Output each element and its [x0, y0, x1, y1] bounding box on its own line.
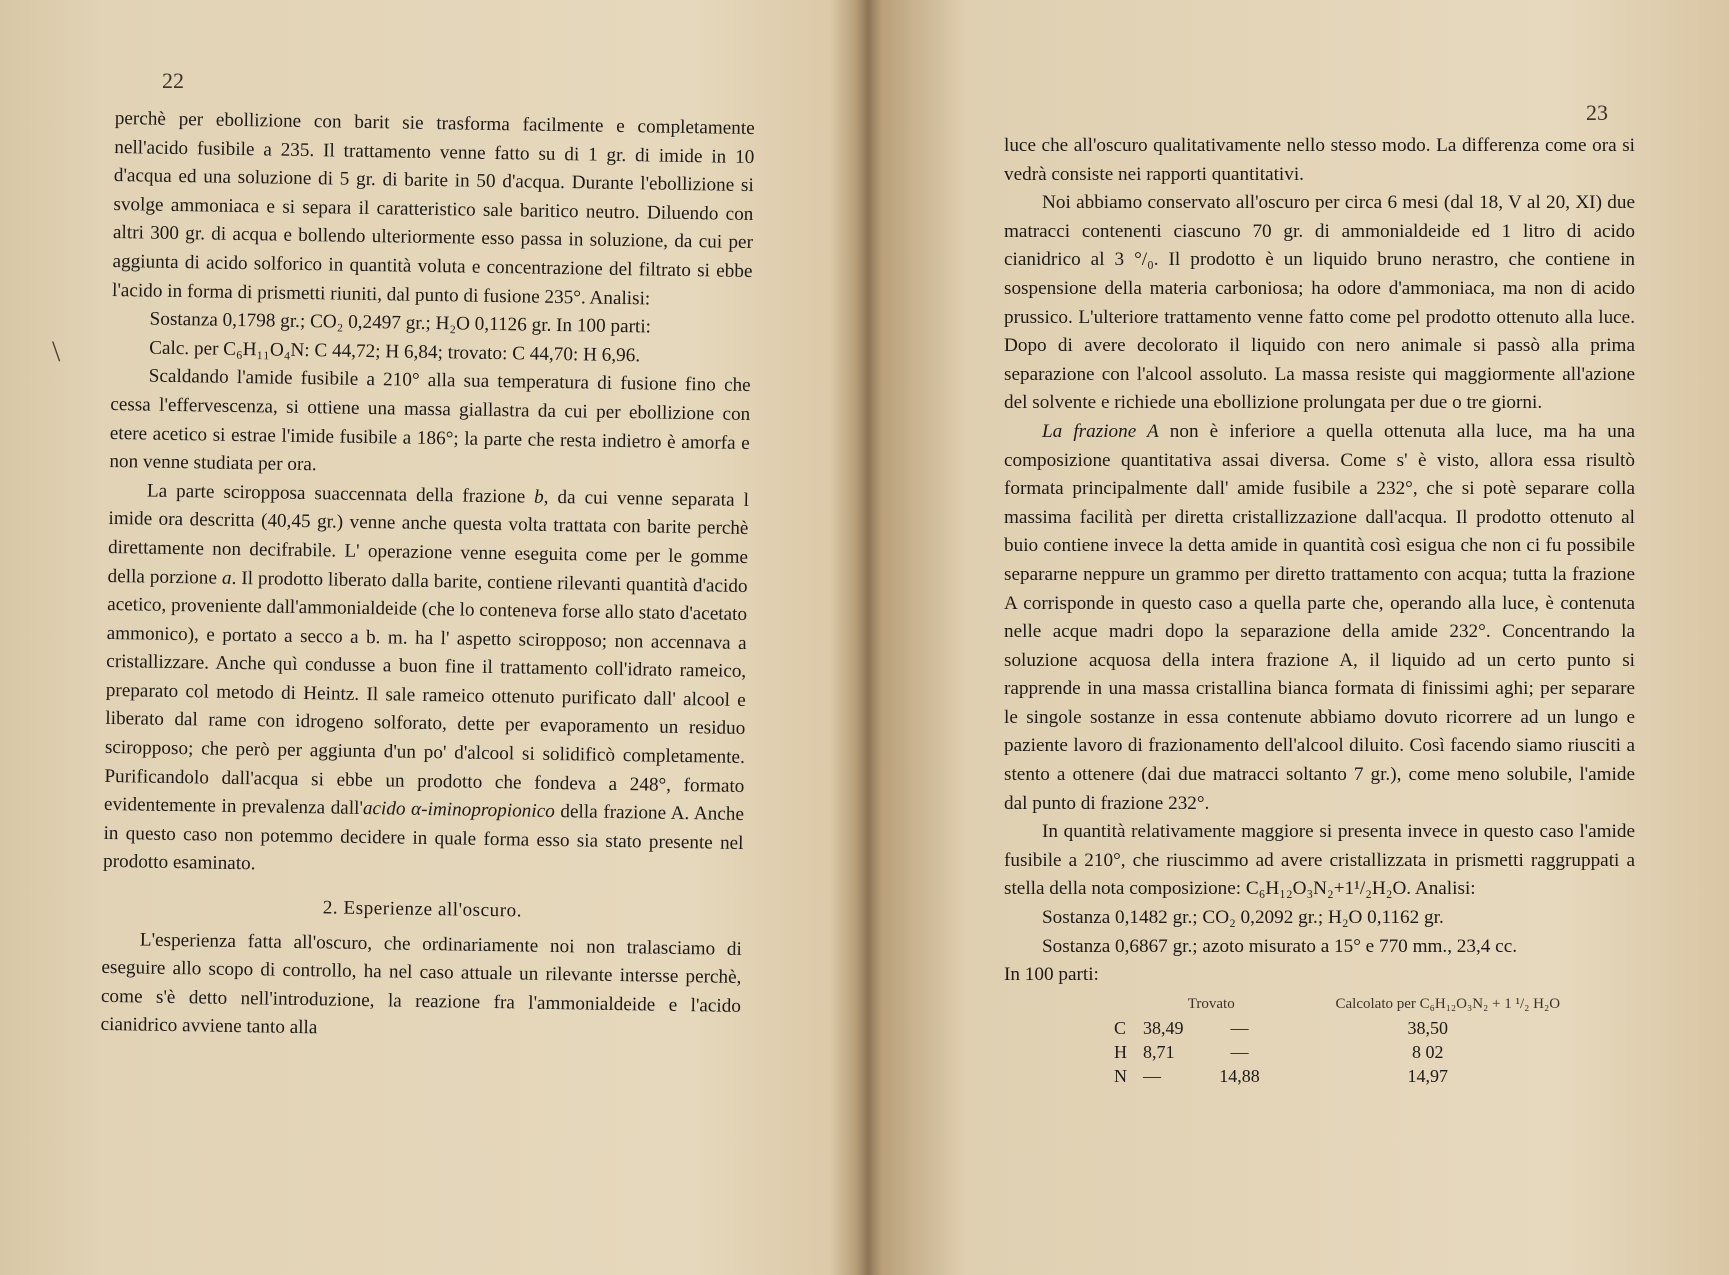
analysis-line: Sostanza 0,1482 gr.; CO₂ 0,2092 gr.; H₂O 0,1162 gr.: [1042, 907, 1444, 929]
table-header-row: [1114, 992, 1576, 1016]
paragraph: Noi abbiamo conservato all'oscuro per circa 6 mesi (dal 18, V al 20, XI) due matracci contenenti ciascuno 70 gr. di ammonialdeide ed 1 litro di acido cianidrico al 3 °/₀. Il prodotto è un liquido bruno nerastro, che contiene in sospensione della materia carboniosa; ha odore d'ammoniaca, ma non di acido prussico. L'ulteriore trattamento venne fatto come pel prodotto ottenuto alla luce. Dopo di avere decolorato il liquido con nero animale si passò alla prima separazione con l'alcool assoluto. La massa resiste qui maggiormente all'azione del solvente e richiede una ebollizione prolungata per due o tre giorni.: [1004, 192, 1635, 414]
table-row: C 38,49 — 38,50: [1114, 1017, 1449, 1038]
analysis-line: In 100 parti:: [1004, 964, 1099, 986]
paragraph: In quantità relativamente maggiore si presenta invece in questo caso l'amide fusibile a 210°, che riuscimmo ad avere cristallizzata in prismetti raggruppati a stella della nota composizione: C₆H₁₂O₃N₂+1¹/₂H₂O. Analisi:: [1004, 821, 1635, 900]
paragraph: perchè per ebollizione con barit sie trasforma facilmente e completamente nell'acido fusibile a 235. Il trattamento venne fatto su di 1 gr. di imide in 10 d'acqua ed una soluzione di 5 gr. di barite in 50 d'acqua. Durante l'ebollizione si svolge ammoniaca e si separa il caratteristico sale baritico neutro. Diluendo con altri 300 gr. di acqua e bollendo ulteriormente esso passa in soluzione, da cui per aggiunta di acido solforico in quantità voluta e concentrazione del filtrato si ebbe l'acido in forma di prismetti riuniti, dal punto di fusione 235°. Analisi:: [111, 107, 755, 309]
paragraph: La frazione A non è inferiore a quella ottenuta alla luce, ma ha una composizione quantitativa assai diversa. Come s' è visto, allora essa risultò formata principalmente dall' amide fusibile a 232°, che si potè separare colla massima facilità per diretta cristallizzazione dall'acqua. Il prodotto ottenuto al buio contiene invece la detta amide in quantità così esigua che non ci fu possibile separarne neppure un grammo per diretto trattamento con acqua; tutta la frazione A corrisponde in questo caso a quella parte che, operando alla luce, è contenuta nelle acque madri dopo la separazione della amide 232°. Concentrando la soluzione acquosa della intera frazione A, il liquido ad un certo punto si rapprende in una massa cristallina bianca formata di finissimi aghi; per separare le singole sostanze in essa contenute abbiamo dovuto ricorrere ad un lungo e paziente lavoro di frazionamento dell'alcool diluito. Così facendo siamo riusciti a stento a ottenere (dai due matracci soltanto 7 gr.), come meno solubile, l'amide dal punto di frazione 232°.: [1004, 420, 1635, 814]
analysis-line: Calc. per C₆H₁₁O₄N: C 44,72; H 6,84; trovato: C 44,70: H 6,96.: [149, 337, 641, 367]
right-page-text: [1004, 132, 1635, 1088]
margin-mark: \: [52, 335, 61, 368]
paragraph: L'esperienza fatta all'oscuro, che ordinariamente noi non tralasciamo di eseguire allo scopo di controllo, ha nel caso attuale un rilevante intersse perchè, come s'è detto nell'introduzione, la reazione fra l'ammonialdeide e l'acido cianidrico avviene tanto alla: [100, 929, 742, 1039]
left-page-text: [100, 105, 755, 1050]
paragraph: Scaldando l'amide fusibile a 210° alla sua temperatura di fusione fino che cessa l'effervescenza, si ottiene una massa giallastra da cui per ebollizione con etere acetico si estrae l'imide fusibile a 186°; la parte che resta indietro è amorfa e non venne studiata per ora.: [109, 365, 751, 476]
page-number: 23: [1586, 100, 1608, 125]
analysis-line: Sostanza 0,6867 gr.; azoto misurato a 15° e 770 mm., 23,4 cc.: [1042, 935, 1518, 957]
paragraph: luce che all'oscuro qualitativamente nello stesso modo. La differenza come ora si vedrà consiste nei rapporti quantitativi.: [1004, 135, 1635, 185]
page-number: 22: [162, 68, 184, 93]
section-heading: 2. Esperienze all'oscuro.: [322, 897, 523, 922]
results-table: [1114, 992, 1576, 1088]
table-row: N — 14,88 14,97: [1114, 1065, 1449, 1086]
header-found: Trovato: [1187, 995, 1235, 1012]
paragraph: La parte sciropposa suaccennata della frazione b, da cui venne separata l imide ora descritta (40,45 gr.) venne anche questa volta trattata con barite perchè direttamente non decifrabile. L' operazione venne eseguita come per le gomme della porzione a. Il prodotto liberato dalla barite, contiene rilevanti quantità d'acido acetico, proveniente dall'ammonialdeide (che lo conteneva forse allo stato d'acetato ammonico), e portato a secco a b. m. ha l' aspetto sciropposo; non accennava a cristallizzare. Anche quì condusse a buon fine il trattamento coll'idrato rameico, preparato col metodo di Heintz. Il sale rameico ottenuto purificato dall' alcool e liberato dal rame con idrogeno solforato, dette per evaporamento un residuo sciropposo; che però per aggiunta d'un po' d'alcool si solidificò completamente. Purificandolo dall'acqua si ebbe un prodotto che fondeva a 248°, formato evidentemente in prevalenza dall'acido α-iminopropionico della frazione A. Anche in questo caso non potemmo decidere in quale forma esso sia stato presente nel prodotto esaminato.: [102, 480, 750, 875]
table-row: H 8,71 — 8 02: [1114, 1041, 1444, 1062]
right-page: [880, 0, 1729, 1275]
header-calculated: Calcolato per C₆H₁₂O₃N₂ + 1 ¹/₂ H₂O: [1335, 995, 1561, 1012]
analysis-line: Sostanza 0,1798 gr.; CO₂ 0,2497 gr.; H₂O 0,1126 gr. In 100 parti:: [149, 308, 652, 338]
